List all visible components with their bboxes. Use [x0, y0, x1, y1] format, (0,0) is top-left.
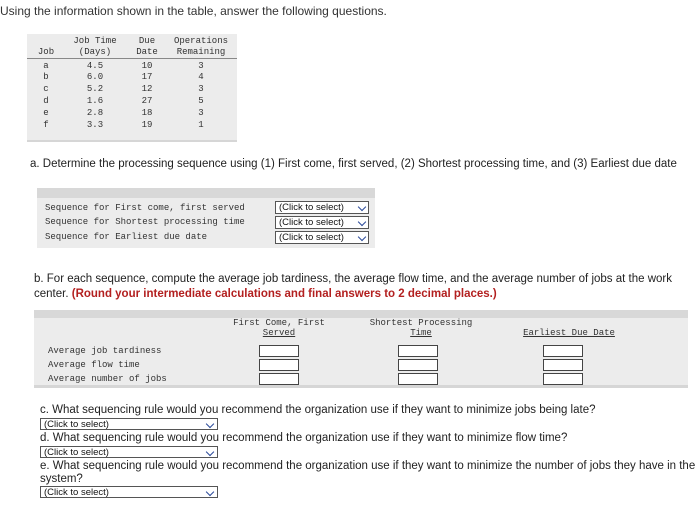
chevron-down-icon — [358, 218, 366, 226]
select-value: (Click to select) — [44, 419, 109, 430]
cell-time: 5.2 — [86, 84, 104, 94]
question-c: c. What sequencing rule would you recommend the organization use if they want to minimize jobs being late? — [40, 404, 596, 416]
cell-due: 19 — [141, 120, 153, 130]
cell-job: f — [43, 120, 49, 130]
cell-due: 18 — [141, 108, 153, 118]
sequence-spt-label: Sequence for Shortest processing time — [45, 217, 245, 227]
edd-tardiness-input[interactable] — [543, 345, 583, 357]
instructions-text: Using the information shown in the table, answer the following questions. — [0, 4, 387, 18]
edd-number-of-jobs-input[interactable] — [543, 373, 583, 385]
select-value: (Click to select) — [44, 447, 109, 458]
select-value: (Click to select) — [279, 232, 344, 243]
cell-job: c — [43, 84, 49, 94]
row-label-tardiness: Average job tardiness — [48, 346, 162, 356]
cell-ops: 3 — [198, 84, 204, 94]
fcfs-flow-time-input[interactable] — [259, 359, 299, 371]
row-label-number-of-jobs: Average number of jobs — [48, 374, 167, 384]
sequence-edd-label: Sequence for Earliest due date — [45, 232, 208, 242]
cell-ops: 3 — [198, 61, 204, 71]
header-job: Job — [37, 47, 55, 57]
sequence-box — [37, 188, 375, 248]
question-b-instruction: (Round your intermediate calculations and final answers to 2 decimal places.) — [71, 288, 497, 300]
cell-time: 3.3 — [86, 120, 104, 130]
cell-ops: 3 — [198, 108, 204, 118]
spt-number-of-jobs-input[interactable] — [398, 373, 438, 385]
header-spt — [356, 318, 486, 338]
chevron-down-icon — [206, 420, 214, 428]
header-divider — [27, 58, 237, 59]
header-spt-line2: Time — [410, 328, 432, 338]
header-fcfs-line2: Served — [262, 328, 296, 338]
sequence-edd-select[interactable] — [275, 231, 369, 244]
sequence-spt-select[interactable] — [275, 216, 369, 229]
header-fcfs — [219, 318, 339, 338]
question-e-select[interactable] — [40, 486, 218, 498]
cell-due: 12 — [141, 84, 153, 94]
cell-time: 1.6 — [86, 96, 104, 106]
cell-job: a — [43, 61, 49, 71]
header-operations: Operations — [173, 36, 228, 46]
results-table — [34, 310, 688, 388]
chevron-down-icon — [206, 488, 214, 496]
cell-job: d — [43, 96, 49, 106]
header-edd: Earliest Due Date — [523, 328, 615, 338]
spt-flow-time-input[interactable] — [398, 359, 438, 371]
chevron-down-icon — [358, 203, 366, 211]
cell-ops: 5 — [198, 96, 204, 106]
header-days: (Days) — [78, 47, 112, 57]
sequence-fcfs-select[interactable] — [275, 201, 369, 214]
cell-job: b — [43, 72, 49, 82]
cell-time: 4.5 — [86, 61, 104, 71]
question-d-select[interactable] — [40, 446, 218, 458]
question-d: d. What sequencing rule would you recommend the organization use if they want to minimize flow time? — [40, 432, 568, 444]
cell-due: 10 — [141, 61, 153, 71]
chevron-down-icon — [206, 448, 214, 456]
cell-due: 17 — [141, 72, 153, 82]
cell-time: 2.8 — [86, 108, 104, 118]
cell-due: 27 — [141, 96, 153, 106]
cell-ops: 1 — [198, 120, 204, 130]
spt-tardiness-input[interactable] — [398, 345, 438, 357]
header-date: Date — [136, 47, 158, 57]
question-a: a. Determine the processing sequence using (1) First come, first served, (2) Shortest processing time, and (3) Earliest due date — [30, 158, 677, 170]
question-b-text: b. For each sequence, compute the average job tardiness, the average flow time, and the average number of jobs at the work center. — [34, 273, 672, 300]
select-value: (Click to select) — [44, 487, 109, 498]
cell-job: e — [43, 108, 49, 118]
row-label-flow-time: Average flow time — [48, 360, 140, 370]
question-b — [34, 272, 700, 302]
fcfs-number-of-jobs-input[interactable] — [259, 373, 299, 385]
select-value: (Click to select) — [279, 217, 344, 228]
job-data-table — [27, 34, 237, 142]
header-fcfs-line1: First Come, First — [233, 318, 325, 328]
chevron-down-icon — [358, 233, 366, 241]
header-due: Due — [138, 36, 156, 46]
cell-ops: 4 — [198, 72, 204, 82]
edd-flow-time-input[interactable] — [543, 359, 583, 371]
sequence-fcfs-label: Sequence for First come, first served — [45, 203, 245, 213]
question-c-select[interactable] — [40, 418, 218, 430]
cell-time: 6.0 — [86, 72, 104, 82]
header-spt-line1: Shortest Processing — [369, 318, 473, 328]
fcfs-tardiness-input[interactable] — [259, 345, 299, 357]
header-remaining: Remaining — [176, 47, 226, 57]
question-e-line1: e. What sequencing rule would you recommend the organization use if they want to minimize the number of jobs they have in the — [40, 460, 696, 472]
select-value: (Click to select) — [279, 202, 344, 213]
header-job-time: Job Time — [73, 36, 117, 46]
question-e-line2: system? — [40, 473, 83, 485]
